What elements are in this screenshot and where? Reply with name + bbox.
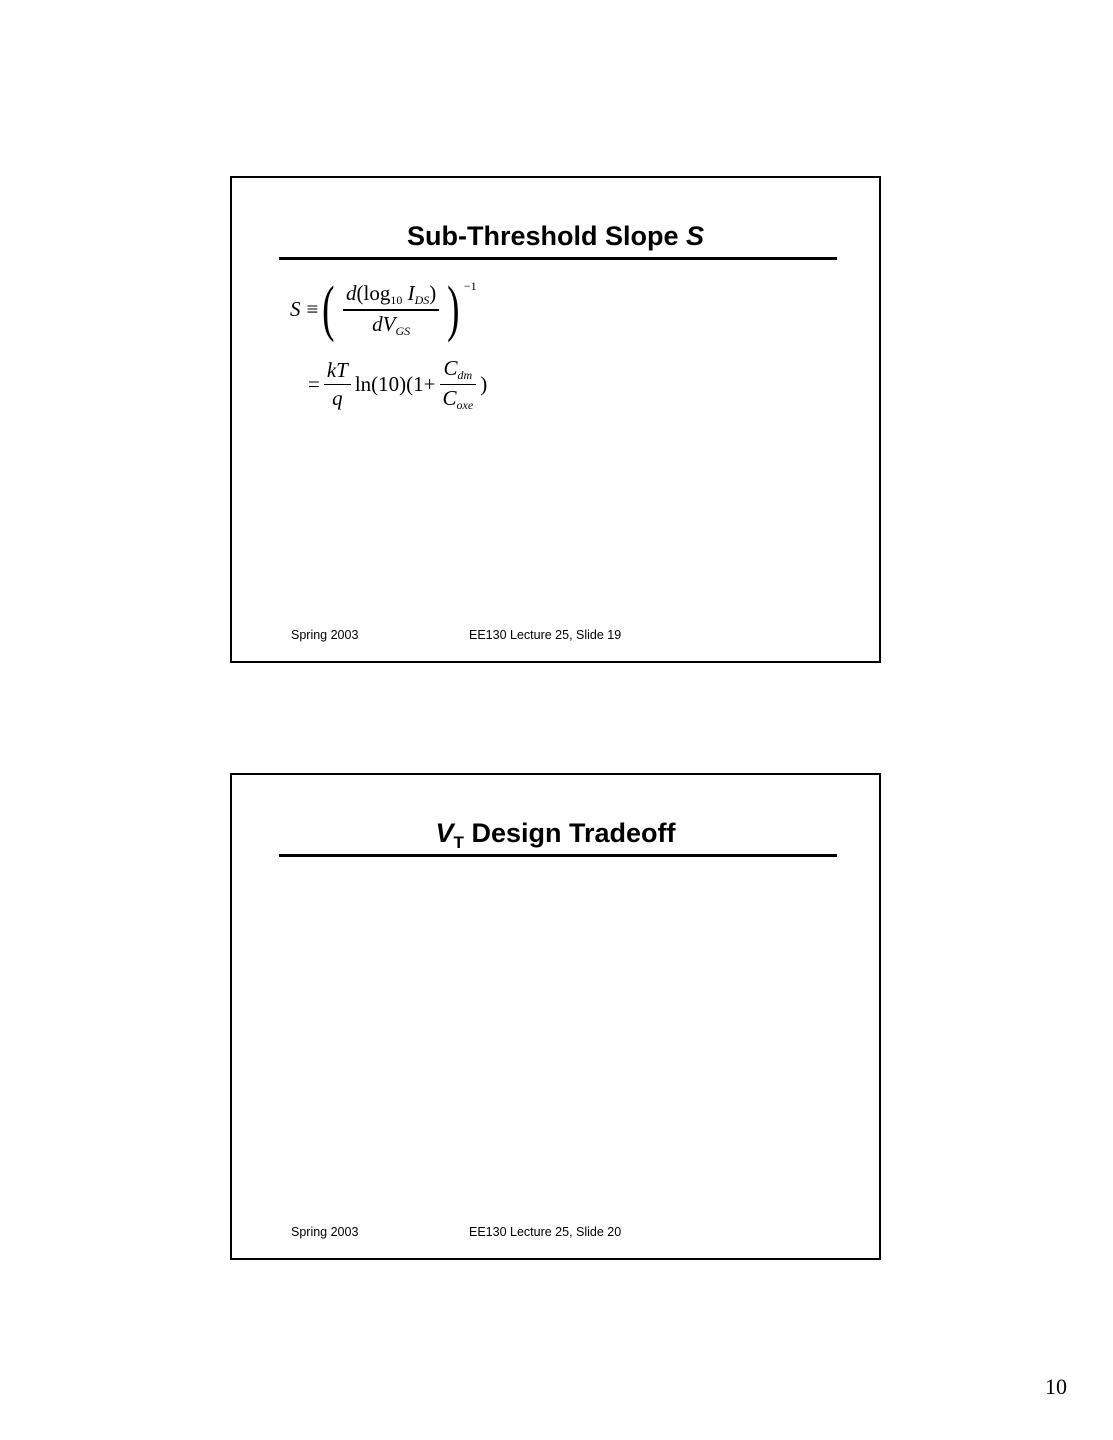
slide-20 bbox=[230, 773, 881, 1260]
title-underline bbox=[279, 257, 837, 260]
slide-19 bbox=[230, 176, 881, 663]
title-text: Sub-Threshold Slope bbox=[406, 221, 686, 251]
slide-title bbox=[232, 220, 879, 252]
slide-title bbox=[232, 817, 879, 859]
eq-ln-term: ln(10)(1+ bbox=[354, 372, 436, 397]
eq-fraction-derivative bbox=[343, 283, 439, 336]
title-variable-subscript: T bbox=[453, 833, 464, 852]
page-number: 10 bbox=[1045, 1374, 1067, 1399]
title-variable: V bbox=[435, 818, 454, 848]
eq-equiv: ≡ bbox=[306, 297, 319, 322]
eq-fraction-kt-q: $\frac{kT}{q}$ bbox=[324, 360, 351, 409]
eq-denominator: $dV_{GS}$ bbox=[372, 311, 411, 338]
eq-exponent: −1 bbox=[463, 279, 477, 293]
eq-left-paren: ( bbox=[322, 275, 335, 343]
equation-line-2 bbox=[308, 358, 487, 411]
eq-equals: = bbox=[308, 372, 320, 397]
equation-line-1 bbox=[290, 275, 477, 343]
title-text: Design Tradeoff bbox=[463, 818, 676, 848]
eq-right-paren: ) bbox=[447, 275, 460, 343]
footer-date: Spring 2003 bbox=[291, 1225, 359, 1239]
footer-date: Spring 2003 bbox=[291, 628, 359, 642]
eq-close-paren: ) bbox=[480, 372, 488, 397]
title-underline bbox=[279, 854, 837, 857]
footer-slide-info: EE130 Lecture 25, Slide 19 bbox=[469, 628, 622, 642]
title-variable: S bbox=[686, 221, 705, 251]
footer-slide-info: EE130 Lecture 25, Slide 20 bbox=[469, 1225, 622, 1239]
eq-symbol-s: S bbox=[290, 297, 301, 322]
eq-fraction-capacitance: $\frac{C_{dm}}{C_{oxe}}$ bbox=[440, 358, 477, 411]
eq-numerator: $d(\log_{10}$ $I_{DS}$) bbox=[346, 281, 437, 308]
